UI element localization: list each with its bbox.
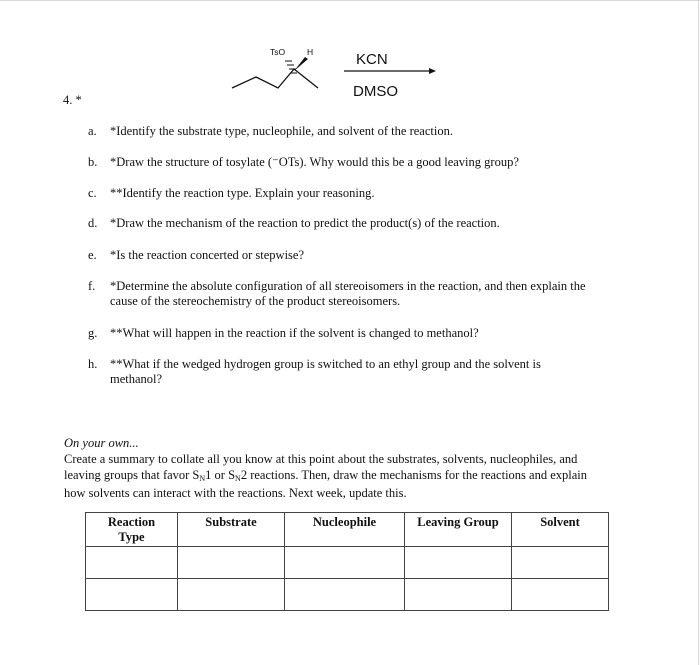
part-letter: a. — [88, 124, 97, 138]
hydrogen-label: H — [307, 47, 314, 57]
part-letter: g. — [88, 326, 98, 340]
part-text: *Draw the mechanism of the reaction to predict the product(s) of the reaction. — [110, 216, 500, 230]
table-cell[interactable] — [178, 547, 285, 579]
part-letter: e. — [88, 248, 97, 262]
part-text: cause of the stereochemistry of the product stereoisomers. — [110, 294, 401, 308]
part-letter: f. — [88, 279, 96, 293]
table-cell[interactable] — [285, 547, 405, 579]
part-letter: c. — [88, 186, 97, 200]
reagent-label: KCN — [356, 51, 388, 68]
on-your-own-body — [64, 452, 649, 502]
part-letter: d. — [88, 216, 98, 230]
reaction-drawing — [228, 40, 448, 110]
table-cell[interactable] — [512, 547, 609, 579]
part-letter: h. — [88, 357, 98, 371]
table-cell[interactable] — [405, 579, 512, 611]
part-text: methanol? — [110, 372, 163, 386]
table-cell[interactable] — [86, 579, 178, 611]
part-text: **What will happen in the reaction if the solvent is changed to methanol? — [110, 326, 479, 340]
part-letter: b. — [88, 155, 98, 169]
header-nucleophile: Nucleophile — [285, 513, 405, 547]
header-reaction-type: Reaction Type — [86, 513, 178, 547]
part-text: **Identify the reaction type. Explain your reasoning. — [110, 186, 375, 200]
reaction-scheme — [228, 40, 448, 110]
table-row — [86, 547, 609, 579]
table-header-row — [86, 513, 609, 547]
table-cell[interactable] — [86, 547, 178, 579]
part-text: **What if the wedged hydrogen group is switched to an ethyl group and the solvent is — [110, 357, 541, 371]
on-your-own-line: Create a summary to collate all you know at this point about the substrates, solvents, nucleophiles, and — [64, 452, 578, 466]
wedge-bond — [294, 57, 308, 71]
solvent-label: DMSO — [353, 83, 398, 100]
page-edge-right — [698, 0, 699, 665]
table-row — [86, 579, 609, 611]
on-your-own-line: leaving groups that favor $S_N1$ or $S_N2$ reactions. Then, draw the mechanisms for the reactions and explain — [64, 467, 588, 483]
on-your-own-title: On your own... — [64, 436, 139, 450]
page-edge-top — [0, 0, 700, 1]
table-cell[interactable] — [512, 579, 609, 611]
leaving-group-label: TsO — [270, 47, 286, 57]
hashed-bond — [285, 61, 297, 73]
part-text: *Is the reaction concerted or stepwise? — [110, 248, 305, 262]
part-text: *Determine the absolute configuration of all stereoisomers in the reaction, and then explain the — [110, 279, 586, 293]
reaction-arrow-head — [429, 68, 436, 74]
header-solvent: Solvent — [512, 513, 609, 547]
header-leaving-group: Leaving Group — [405, 513, 512, 547]
question-number: 4. * — [63, 93, 82, 107]
part-text: *Draw the structure of tosylate (⁻OTs). Why would this be a good leaving group? — [110, 155, 519, 169]
summary-table — [85, 512, 609, 611]
table-cell[interactable] — [178, 579, 285, 611]
table-cell[interactable] — [405, 547, 512, 579]
on-your-own-line: how solvents can interact with the reactions. Next week, update this. — [64, 486, 407, 500]
header-substrate: Substrate — [178, 513, 285, 547]
skeletal-chain — [232, 69, 318, 88]
part-text: *Identify the substrate type, nucleophile, and solvent of the reaction. — [110, 124, 453, 138]
table-cell[interactable] — [285, 579, 405, 611]
